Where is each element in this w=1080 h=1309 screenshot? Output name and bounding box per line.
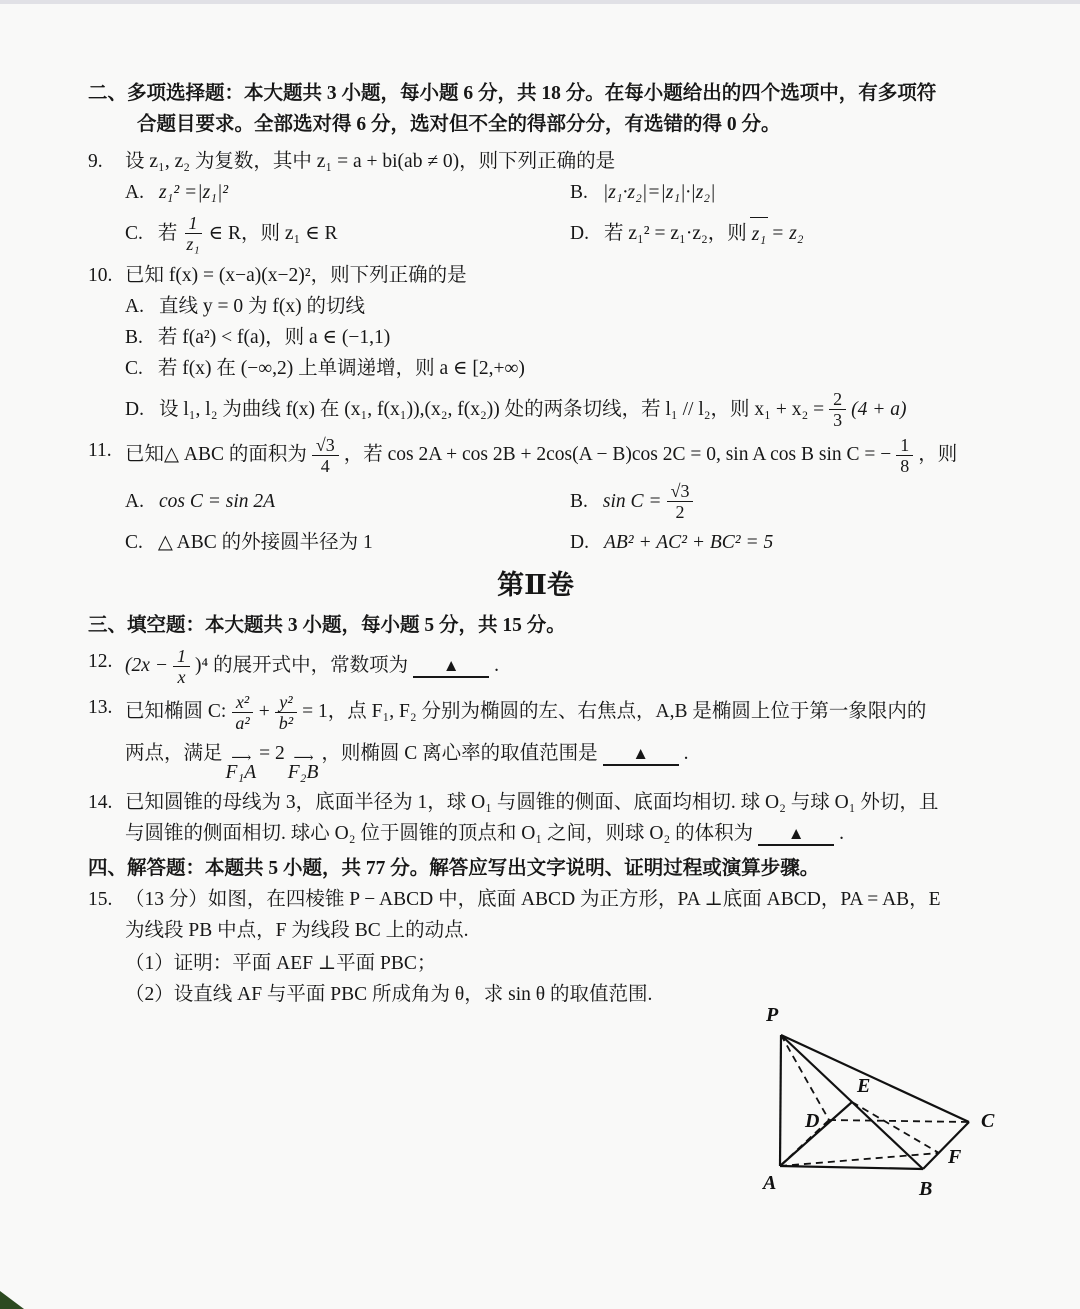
option-c-label: C. [125,358,143,379]
question-10-option-d [88,389,1028,430]
question-9-option-b [570,177,715,208]
question-11-option-a [125,486,570,517]
question-10-stem: 已知 f(x) = (x−a)(x−2)²，则下列正确的是 [125,265,467,286]
option-a-text: 直线 y = 0 为 f(x) 的切线 [158,296,365,317]
section-4-title: 四、解答题： [88,857,206,879]
vector-arrow-icon: ⟶ [231,751,251,766]
fraction-x2-over-a2: $\frac{\text{x²}}{\text{a²}}$ [231,692,253,733]
section-2-header-line1 [88,78,1028,109]
page-corner-fold [0,1291,24,1309]
question-11-options-row-2 [88,527,1028,558]
question-13 [88,692,1028,733]
fraction-1-over-8: $\frac{1}{8}$ [896,435,913,476]
question-11 [88,435,1028,476]
answer-blank-triangle: ▲ [758,824,834,846]
question-10-option-b [88,322,1028,353]
option-c-post: ∈ R，则 z₁ ∈ R [208,223,338,244]
option-d-post: = z₂ [771,223,804,244]
option-a-label: A. [125,296,144,317]
question-10 [88,260,1028,291]
section-2-header-line2: 合题目要求。全部选对得 6 分，选对但不全的得部分分，有选错的得 0 分。 [137,114,781,135]
question-15 [88,884,1028,915]
part-2-title: 第Ⅱ卷 [497,570,574,600]
fraction-y2-over-b2: $\frac{\text{y²}}{\text{b²}}$ [275,692,297,733]
question-11-option-d [570,527,773,558]
section-2-title: 二、多项选择题： [88,83,245,104]
question-9-number: 9. [88,151,103,172]
section-3-title: 三、填空题： [88,615,206,636]
question-15-stem-line1: （13 分）如图，在四棱锥 P − ABCD 中，底面 ABCD 为正方形，PA ⊥底面 ABCD，PA = AB，E [125,888,941,910]
fraction-1-over-x: $\frac{1}{x}$ [173,646,190,687]
option-c-text: △ ABC 的外接圆半径为 1 [157,532,373,553]
answer-blank-triangle: ▲ [413,656,489,678]
question-9-options-row-2 [88,213,1028,254]
option-a-text: z₁² =|z₁|² [158,182,229,203]
question-13-stem-line1: 已知椭圆 C: $\frac{\text{x²}}{\text{a²}}$ + $\frac{\text{y²}}{\text{b²}}$ = 1，点 F₁, F₂ 分别为椭圆的左、右焦点，A,B 是椭圆上位于第一象限内的 [125,692,927,733]
question-14-stem-line1: 已知圆锥的母线为 3，底面半径为 1，球 O₁ 与圆锥的侧面、底面均相切. 球 O₂ 与球 O₁ 外切，且 [125,791,939,813]
option-b-text: 若 f(a²) < f(a)，则 a ∈ (−1,1) [157,327,391,348]
vector-arrow-icon: ⟶ [293,751,313,766]
question-14-stem-line2: 与圆锥的侧面相切. 球心 O₂ 位于圆锥的顶点和 O₁ 之间，则球 O₂ 的体积为 ▲ . [125,822,845,844]
option-d-label: D. [125,399,144,420]
option-b-label: B. [570,491,588,512]
option-d-post: (4 + a) [851,399,907,420]
dashed-edges [780,1035,969,1166]
vertex-label-b: B [919,1178,933,1200]
question-9-option-c [125,213,570,254]
option-a-text: cos C = sin 2A [158,491,276,512]
section-4-instructions: 本题共 5 小题，共 77 分。解答应写出文字说明、证明过程或演算步骤。 [205,857,820,879]
fraction-sqrt3-over-4: $\frac{√3}{4}$ [312,435,339,476]
question-15-part-1: （1）证明：平面 AEF ⊥平面 PBC； [125,952,437,974]
option-d-label: D. [570,223,589,244]
question-10-number: 10. [88,265,113,286]
fraction-2-over-3: $\frac{2}{3}$ [829,389,846,430]
vector-f1a: ⟶ F₁A [225,751,257,783]
option-c-label: C. [125,532,143,553]
option-a-label: A. [125,491,144,512]
section-3-header [88,610,1028,641]
question-13-number: 13. [88,697,113,718]
section-2-instructions: 本大题共 3 小题，每小题 6 分，共 18 分。在每小题给出的四个选项中，有多项符 [244,83,937,104]
question-11-number: 11. [88,440,112,461]
pyramid-p-abcd-svg [737,993,1037,1208]
vertex-label-e: E [857,1075,871,1097]
option-d-text: AB² + AC² + BC² = 5 [603,532,774,553]
vertex-label-c: C [981,1110,995,1132]
question-9 [88,146,1028,177]
vertex-label-d: D [805,1110,820,1132]
section-3-instructions: 本大题共 3 小题，每小题 5 分，共 15 分。 [205,615,566,636]
question-10-option-c [88,353,1028,384]
question-9-options-row-1 [88,177,1028,208]
option-b-text: |z₁·z₂|=|z₁|·|z₂| [602,182,716,203]
question-9-option-a [125,177,570,208]
question-11-option-c [125,527,570,558]
solid-edges [780,1035,969,1169]
question-9-stem: 设 z₁, z₂ 为复数，其中 z₁ = a + bi(ab ≠ 0)，则下列正确的是 [125,151,616,172]
question-11-stem: 已知△ ABC 的面积为 $\frac{√3}{4}$ ，若 cos 2A + cos 2B + 2cos(A − B)cos 2C = 0, sin A cos B sin C = − $\frac{1}{8}$ ，则 [125,435,958,476]
answer-blank-triangle: ▲ [603,744,679,766]
option-a-label: A. [125,182,144,203]
question-15-part-2: （2）设直线 AF 与平面 PBC 所成角为 θ，求 sin θ 的取值范围. [125,983,653,1005]
vertex-label-p: P [766,1004,779,1026]
option-b-label: B. [570,182,588,203]
option-d-pre: 设 l₁, l₂ 为曲线 f(x) 在 (x₁, f(x₁)),(x₂, f(x₂)) 处的两条切线，若 l₁ // l₂，则 x₁ + x₂ = [158,399,825,420]
pyramid-figure [737,993,1037,1208]
vector-f2b: ⟶ F₂B [287,751,319,783]
option-b-pre: sin C = [602,491,662,512]
vertex-label-f: F [948,1146,962,1168]
exam-page-content [88,78,1028,1010]
option-c-label: C. [125,223,143,244]
option-d-label: D. [570,532,589,553]
scan-top-edge [0,0,1080,4]
question-9-option-d [570,217,804,250]
question-12-number: 12. [88,651,113,672]
fraction-sqrt3-over-2: $\frac{√3}{2}$ [667,481,694,522]
question-15-number: 15. [88,888,113,910]
question-12 [88,646,1028,687]
question-11-options-row-1 [88,481,1028,522]
option-d-pre: 若 z₁² = z₁·z₂，则 [603,223,747,244]
question-14-number: 14. [88,791,113,813]
conjugate-bar-z1: z₁ [750,217,768,250]
section-4-header [88,853,1028,884]
option-c-text: 若 f(x) 在 (−∞,2) 上单调递增，则 a ∈ [2,+∞) [157,358,525,379]
question-13-stem-line2: 两点，满足 ⟶ F₁A = 2 ⟶ F₂B ，则椭圆 C 离心率的取值范围是 ▲ . [125,743,689,783]
fraction-1-over-z1: $\frac{1}{\text{z₁}}$ [186,213,200,254]
question-11-option-b [570,481,698,522]
question-10-option-a [88,291,1028,322]
question-14 [88,787,1028,818]
question-12-stem: (2x − $\frac{1}{x}$ )⁴ 的展开式中，常数项为 ▲ . [125,646,499,687]
option-c-pre: 若 [157,223,178,244]
option-b-label: B. [125,327,143,348]
vertex-label-a: A [763,1172,777,1194]
question-15-stem-line2: 为线段 PB 中点，F 为线段 BC 上的动点. [125,919,469,941]
